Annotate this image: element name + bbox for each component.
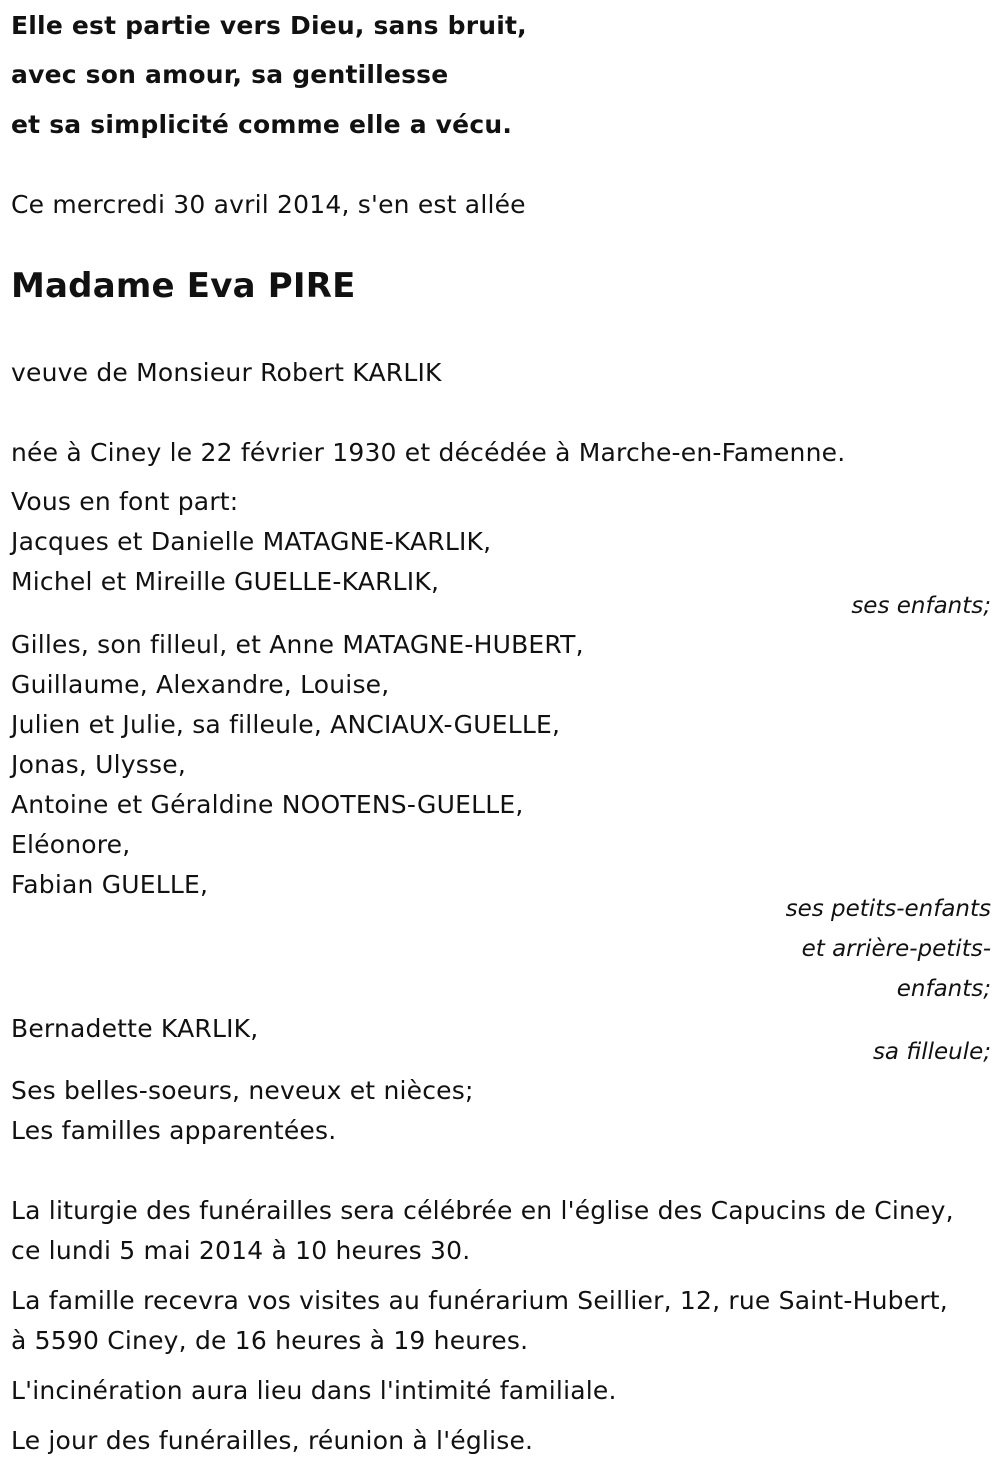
goddaughter-role: sa filleule; bbox=[872, 1039, 991, 1065]
funeral-line: ce lundi 5 mai 2014 à 10 heures 30. bbox=[11, 1236, 471, 1265]
relatives-line: Les familles apparentées. bbox=[11, 1116, 337, 1145]
epitaph-line: Elle est partie vers Dieu, sans bruit, bbox=[11, 11, 527, 40]
birth-death-text: née à Ciney le 22 février 1930 et décédée à Marche-en-Famenne. bbox=[11, 438, 846, 467]
grandchildren-role: enfants; bbox=[896, 976, 991, 1002]
meeting-text: Le jour des funérailles, réunion à l'église. bbox=[11, 1426, 534, 1455]
grandchildren-line: Guillaume, Alexandre, Louise, bbox=[11, 670, 390, 699]
visits-line: à 5590 Ciney, de 16 heures à 19 heures. bbox=[11, 1326, 529, 1355]
grandchildren-line: Julien et Julie, sa filleule, ANCIAUX-GUELLE, bbox=[11, 710, 561, 739]
announce-text: Vous en font part: bbox=[11, 487, 239, 516]
children-line: Jacques et Danielle MATAGNE-KARLIK, bbox=[11, 527, 492, 556]
grandchildren-line: Eléonore, bbox=[11, 830, 131, 859]
epitaph-line: et sa simplicité comme elle a vécu. bbox=[11, 110, 513, 139]
grandchildren-line: Antoine et Géraldine NOOTENS-GUELLE, bbox=[11, 790, 524, 819]
visits-line: La famille recevra vos visites au funérarium Seillier, 12, rue Saint-Hubert, bbox=[11, 1286, 948, 1315]
deceased-name: Madame Eva PIRE bbox=[11, 266, 356, 306]
goddaughter-name: Bernadette KARLIK, bbox=[11, 1014, 259, 1043]
children-role: ses enfants; bbox=[851, 593, 991, 619]
epitaph-line: avec son amour, sa gentillesse bbox=[11, 60, 449, 89]
relatives-line: Ses belles-soeurs, neveux et nièces; bbox=[11, 1076, 474, 1105]
cremation-text: L'incinération aura lieu dans l'intimité familiale. bbox=[11, 1376, 617, 1405]
grandchildren-role: et arrière-petits- bbox=[801, 936, 991, 962]
grandchildren-line: Jonas, Ulysse, bbox=[11, 750, 186, 779]
widow-of-text: veuve de Monsieur Robert KARLIK bbox=[11, 358, 442, 387]
grandchildren-role: ses petits-enfants bbox=[785, 896, 991, 922]
intro-text: Ce mercredi 30 avril 2014, s'en est allée bbox=[11, 190, 526, 219]
funeral-line: La liturgie des funérailles sera célébrée en l'église des Capucins de Ciney, bbox=[11, 1196, 954, 1225]
children-line: Michel et Mireille GUELLE-KARLIK, bbox=[11, 567, 440, 596]
grandchildren-line: Fabian GUELLE, bbox=[11, 870, 209, 899]
grandchildren-line: Gilles, son filleul, et Anne MATAGNE-HUBERT, bbox=[11, 630, 584, 659]
